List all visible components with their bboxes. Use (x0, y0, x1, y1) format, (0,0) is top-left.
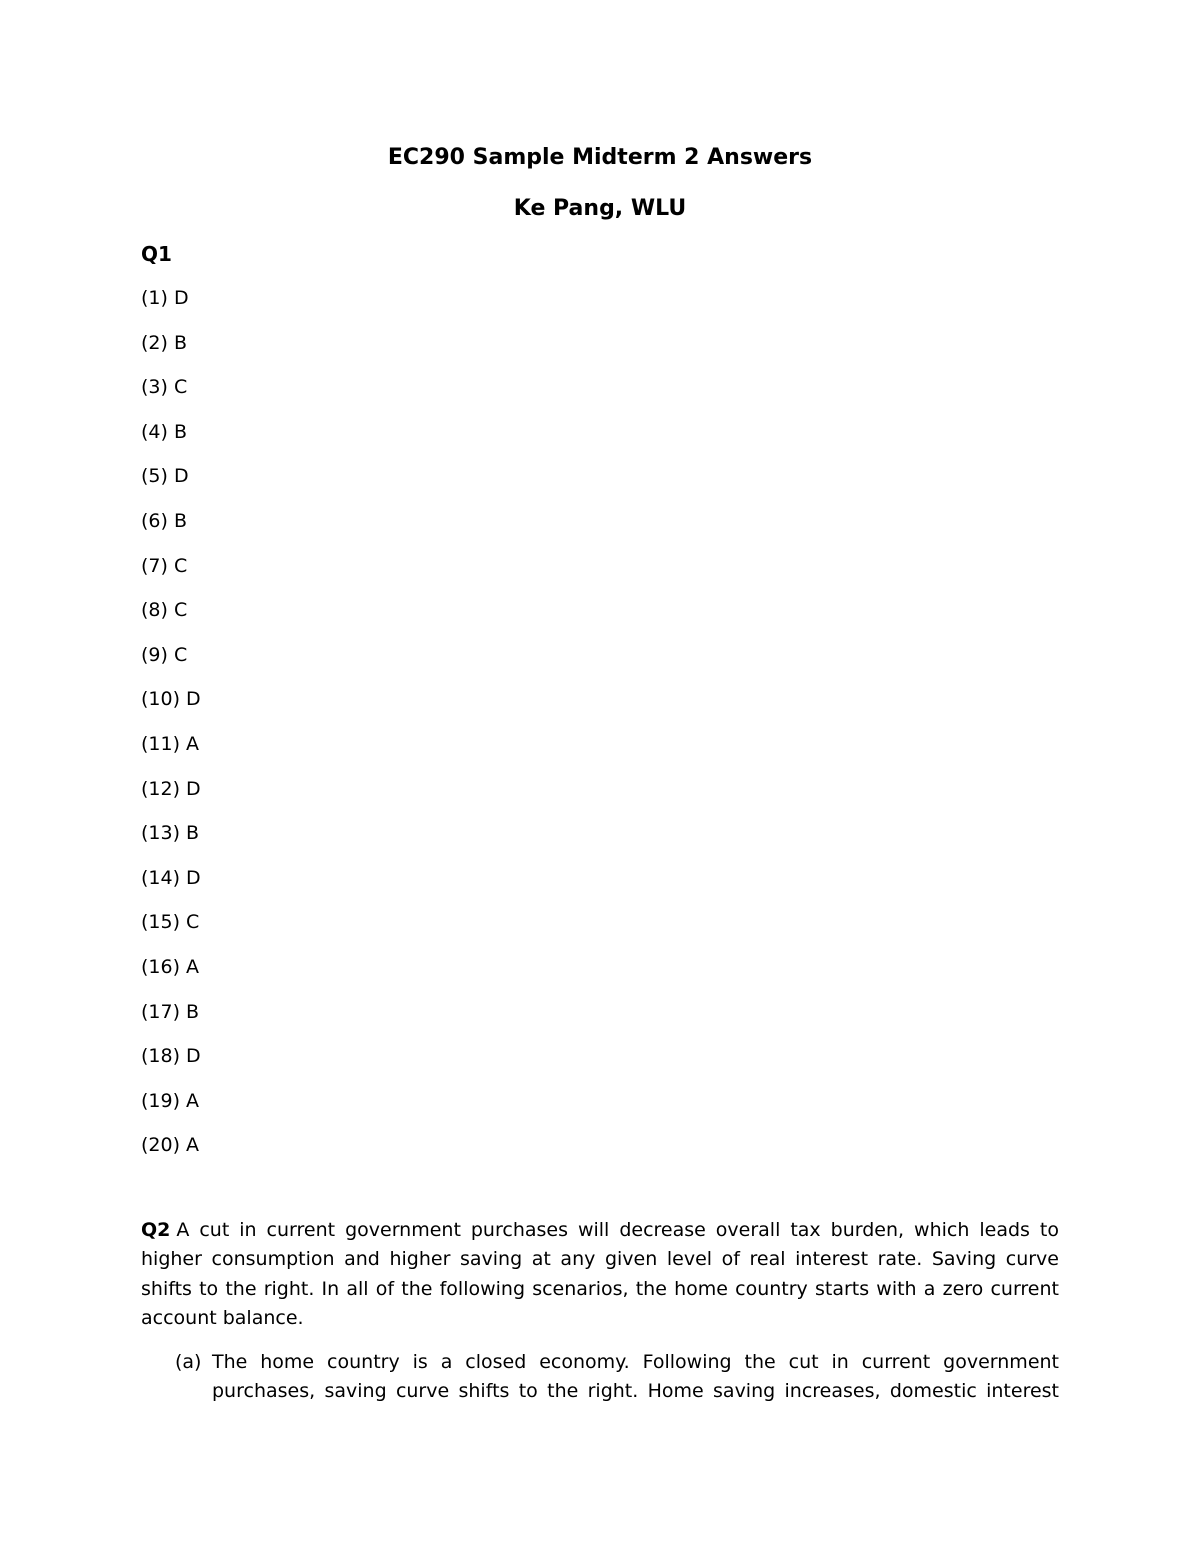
answer-item: (12) D (141, 777, 201, 800)
answer-item: (7) C (141, 554, 188, 577)
answer-item: (17) B (141, 1000, 200, 1023)
answer-item: (16) A (141, 955, 200, 978)
answer-item: (20) A (141, 1134, 200, 1157)
q1-heading: Q1 (141, 242, 172, 266)
q2-label: Q2 (141, 1219, 171, 1241)
answer-item: (11) A (141, 732, 200, 755)
q2-paragraph (141, 1216, 1059, 1333)
answer-item: (5) D (141, 465, 189, 488)
sub-item-text: The home country is a closed economy. Following the cut in current government purchases, saving curve shifts to the right. Home saving increases, domestic interest (212, 1351, 1059, 1403)
answer-item: (9) C (141, 643, 188, 666)
answer-item: (4) B (141, 420, 187, 443)
answer-item: (1) D (141, 287, 189, 309)
sub-item-marker: (a) (175, 1351, 202, 1373)
answer-item: (19) A (141, 1089, 200, 1112)
answer-item: (3) C (141, 376, 188, 399)
answer-item: (13) B (141, 822, 200, 845)
answer-item: (14) D (141, 866, 201, 889)
answer-item: (2) B (141, 331, 187, 354)
q2-sub-item-a (175, 1348, 1059, 1407)
answer-item: (8) C (141, 599, 188, 622)
answer-item: (18) D (141, 1045, 201, 1068)
answer-item: (10) D (141, 688, 201, 711)
answer-item: (15) C (141, 911, 200, 934)
q2-text: A cut in current government purchases will decrease overall tax burden, which leads to higher consumption and higher saving at any given level of real interest rate. Saving curve shifts to the right. In all of the following scenarios, the home country starts with a zero current account balance. (141, 1219, 1059, 1329)
document-title: EC290 Sample Midterm 2 Answers (387, 145, 813, 170)
document-author: Ke Pang, WLU (513, 196, 687, 221)
q1-answer-list (141, 285, 201, 1177)
answer-item: (6) B (141, 509, 187, 532)
